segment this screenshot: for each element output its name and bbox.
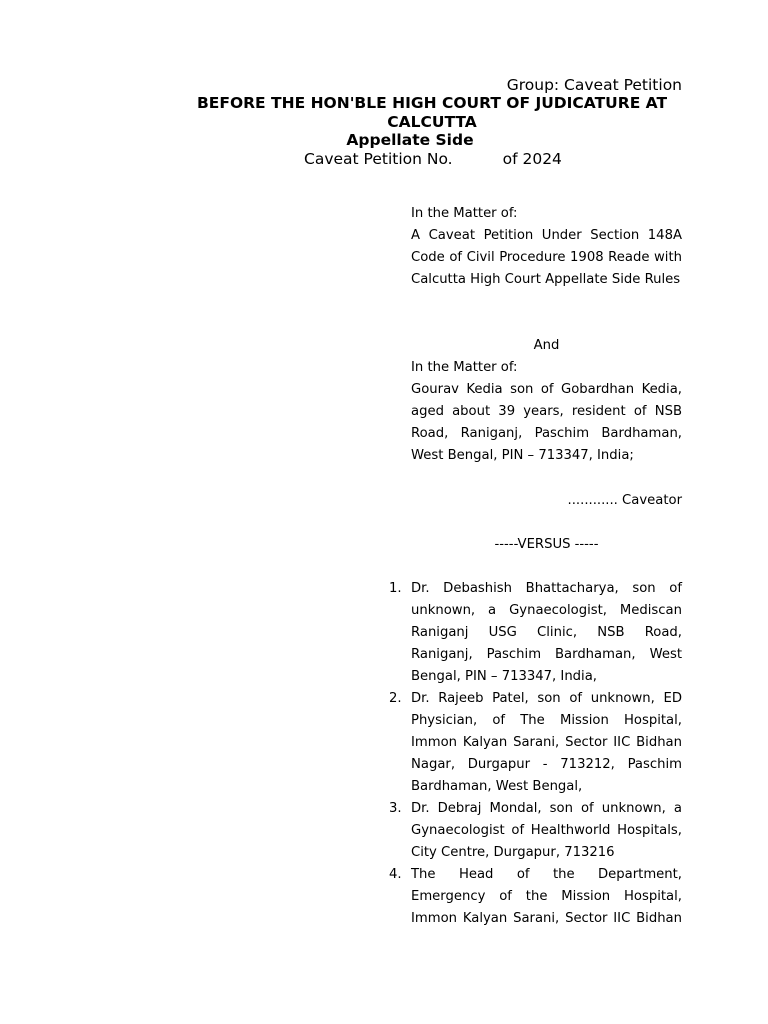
- versus-label: -----VERSUS -----: [494, 537, 599, 552]
- matter-1-heading: In the Matter of:: [411, 206, 518, 221]
- list-item: 3. Dr. Debraj Mondal, son of unknown, a Gynaecologist of Healthworld Hospitals, City Centre, Durgapur, 713216: [389, 801, 682, 860]
- caveator-label: ............ Caveator: [567, 493, 682, 508]
- matter-1-text: A Caveat Petition Under Section 148A Code of Civil Procedure 1908 Reade with Calcutta High Court Appellate Side Rules: [411, 228, 682, 287]
- respondents-list: [380, 578, 682, 930]
- and-label: And: [533, 338, 560, 353]
- petition-year: of 2024: [502, 150, 562, 168]
- list-item: 2. Dr. Rajeeb Patel, son of unknown, ED Physician, of The Mission Hospital, Immon Kalyan Sarani, Sector IIC Bidhan Nagar, Durgapur - 713212, Paschim Bardhaman, West Bengal,: [389, 691, 682, 794]
- petition-number-line: [304, 149, 562, 169]
- list-item: 1. Dr. Debashish Bhattacharya, son of unknown, a Gynaecologist, Mediscan Raniganj USG Clinic, NSB Road, Raniganj, Paschim Bardhaman, West Bengal, PIN – 713347, India,: [389, 581, 682, 684]
- matter-2-text: Gourav Kedia son of Gobardhan Kedia, aged about 39 years, resident of NSB Road, Raniganj, Paschim Bardhaman, West Bengal, PIN – 713347, India;: [411, 382, 682, 463]
- appellate-side-heading: Appellate Side: [346, 131, 474, 149]
- group-label: Group: Caveat Petition: [506, 76, 682, 94]
- matter-2-heading: In the Matter of:: [411, 360, 518, 375]
- petition-label: Caveat Petition No.: [304, 150, 453, 168]
- list-item: 4. The Head of the Department, Emergency of the Mission Hospital, Immon Kalyan Sarani, Sector IIC Bidhan: [389, 867, 682, 926]
- court-title: BEFORE THE HON'BLE HIGH COURT OF JUDICATURE AT CALCUTTA: [196, 94, 668, 131]
